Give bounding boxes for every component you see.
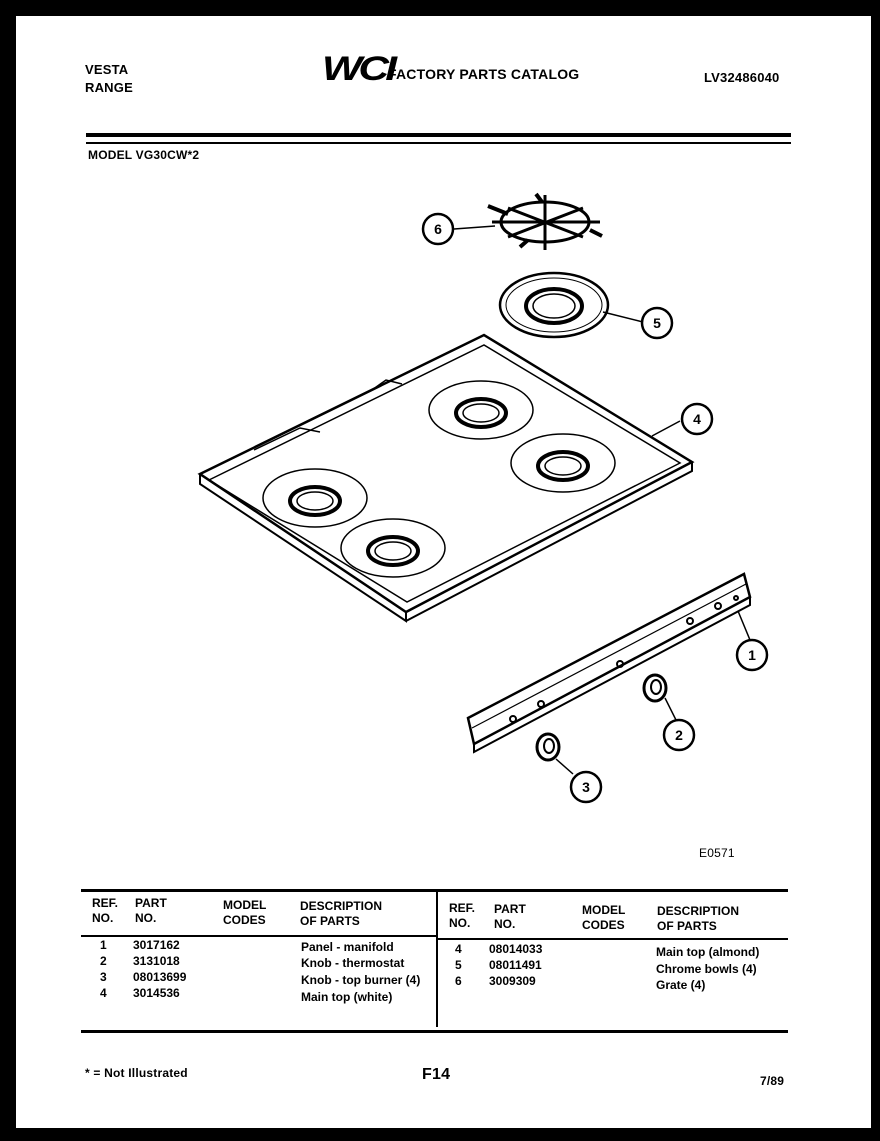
- callout-1: [737, 640, 767, 670]
- header-desc-left: DESCRIPTION OF PARTS: [300, 899, 383, 928]
- svg-text:6: 6: [434, 221, 442, 237]
- callout-2: [664, 720, 694, 750]
- table-divider: [436, 889, 438, 1027]
- header-ref-left: REF. NO.: [92, 896, 119, 925]
- svg-text:5: 5: [653, 315, 661, 331]
- brand-name: VESTA: [85, 62, 129, 77]
- header-part-right: PART NO.: [494, 902, 526, 931]
- catalog-title: FACTORY PARTS CATALOG: [388, 66, 580, 82]
- table-top-rule: [81, 889, 788, 892]
- header-model-left: MODEL CODES: [223, 898, 267, 927]
- header-ref-right: REF. NO.: [449, 901, 476, 930]
- burner-knob-part: [537, 734, 559, 760]
- catalog-date: 7/89: [760, 1074, 785, 1088]
- page-number: F14: [422, 1066, 451, 1083]
- catalog-number: LV32486040: [704, 70, 780, 85]
- svg-text:4: 4: [693, 411, 701, 427]
- thermostat-knob-part: [644, 675, 666, 701]
- chrome-bowl-part: [500, 273, 608, 337]
- table-bottom-rule: [81, 1030, 788, 1033]
- header-desc-right: DESCRIPTION OF PARTS: [657, 904, 740, 933]
- callout-3: [571, 772, 601, 802]
- svg-text:2: 2: [675, 727, 683, 743]
- footnote: * = Not Illustrated: [85, 1066, 188, 1080]
- table-header-rule-right: [438, 938, 788, 940]
- wci-logo: WCI: [322, 50, 394, 88]
- callout-4: [682, 404, 712, 434]
- svg-text:3: 3: [582, 779, 590, 795]
- product-type: RANGE: [85, 80, 133, 95]
- grate-part: [488, 194, 602, 250]
- model-number: MODEL VG30CW*2: [88, 148, 200, 162]
- svg-text:1: 1: [748, 647, 756, 663]
- header-part-left: PART NO.: [135, 896, 167, 925]
- main-top-part: [200, 335, 692, 621]
- callout-6: [423, 214, 453, 244]
- callout-5: [642, 308, 672, 338]
- manifold-panel-part: [468, 574, 750, 752]
- header-model-right: MODEL CODES: [582, 903, 626, 932]
- diagram-code: E0571: [699, 846, 735, 860]
